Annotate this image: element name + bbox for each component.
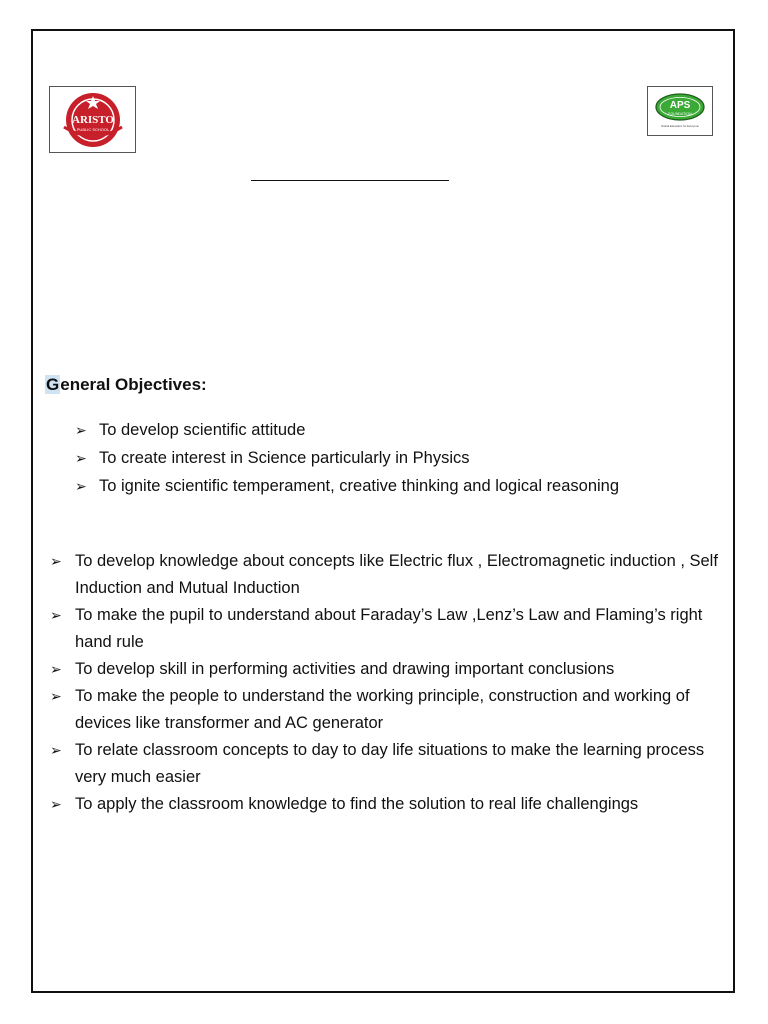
aristo-logo-box <box>49 86 136 153</box>
specific-objectives-list <box>50 548 720 818</box>
arrow-bullet-icon: ➢ <box>50 688 62 704</box>
arrow-bullet-icon: ➢ <box>50 796 62 812</box>
heading-rest: eneral Objectives: <box>60 375 207 394</box>
aps-logo-tagline: Global Education for Everyone <box>661 124 699 128</box>
arrow-bullet-icon: ➢ <box>75 422 87 438</box>
list-item-text: To apply the classroom knowledge to find the solution to real life challengings <box>75 795 639 813</box>
aps-logo-subtitle: FOUNDATION <box>668 112 692 116</box>
general-objectives-list <box>75 419 619 503</box>
list-item-text: To make the pupil to understand about Faraday’s Law ,Lenz’s Law and Flaming’s right hand rule <box>75 606 703 651</box>
list-item <box>75 447 619 475</box>
aps-logo-icon <box>648 87 712 135</box>
list-item-text: To develop knowledge about concepts like Electric flux , Electromagnetic induction , Self Induction and Mutual Induction <box>75 552 718 597</box>
list-item <box>50 602 720 656</box>
arrow-bullet-icon: ➢ <box>75 478 87 494</box>
title-underline <box>251 180 449 181</box>
list-item <box>50 683 720 737</box>
list-item <box>50 737 720 791</box>
list-item <box>50 548 720 602</box>
aps-logo-title: APS <box>669 100 691 111</box>
list-item <box>75 475 619 503</box>
list-item-text: To ignite scientific temperament, creative thinking and logical reasoning <box>99 477 620 495</box>
heading-first-letter: G <box>46 375 60 394</box>
arrow-bullet-icon: ➢ <box>50 742 62 758</box>
page-border <box>31 29 735 993</box>
aristo-logo-subtitle: PUBLIC SCHOOL <box>76 127 110 132</box>
arrow-bullet-icon: ➢ <box>50 661 62 677</box>
list-item-text: To make the people to understand the working principle, construction and working of devices like transformer and AC generator <box>75 687 690 732</box>
list-item <box>75 419 619 447</box>
aristo-logo-icon <box>50 87 135 152</box>
aps-logo-box <box>647 86 713 136</box>
general-objectives-heading <box>45 375 207 395</box>
list-item-text: To develop scientific attitude <box>99 421 306 439</box>
list-item <box>50 791 720 818</box>
list-item <box>50 656 720 683</box>
arrow-bullet-icon: ➢ <box>50 553 62 569</box>
arrow-bullet-icon: ➢ <box>50 607 62 623</box>
list-item-text: To relate classroom concepts to day to day life situations to make the learning process very much easier <box>75 741 705 786</box>
aristo-logo-title: ARISTO <box>72 114 114 126</box>
list-item-text: To develop skill in performing activities and drawing important conclusions <box>75 660 615 678</box>
list-item-text: To create interest in Science particularly in Physics <box>99 449 470 467</box>
arrow-bullet-icon: ➢ <box>75 450 87 466</box>
